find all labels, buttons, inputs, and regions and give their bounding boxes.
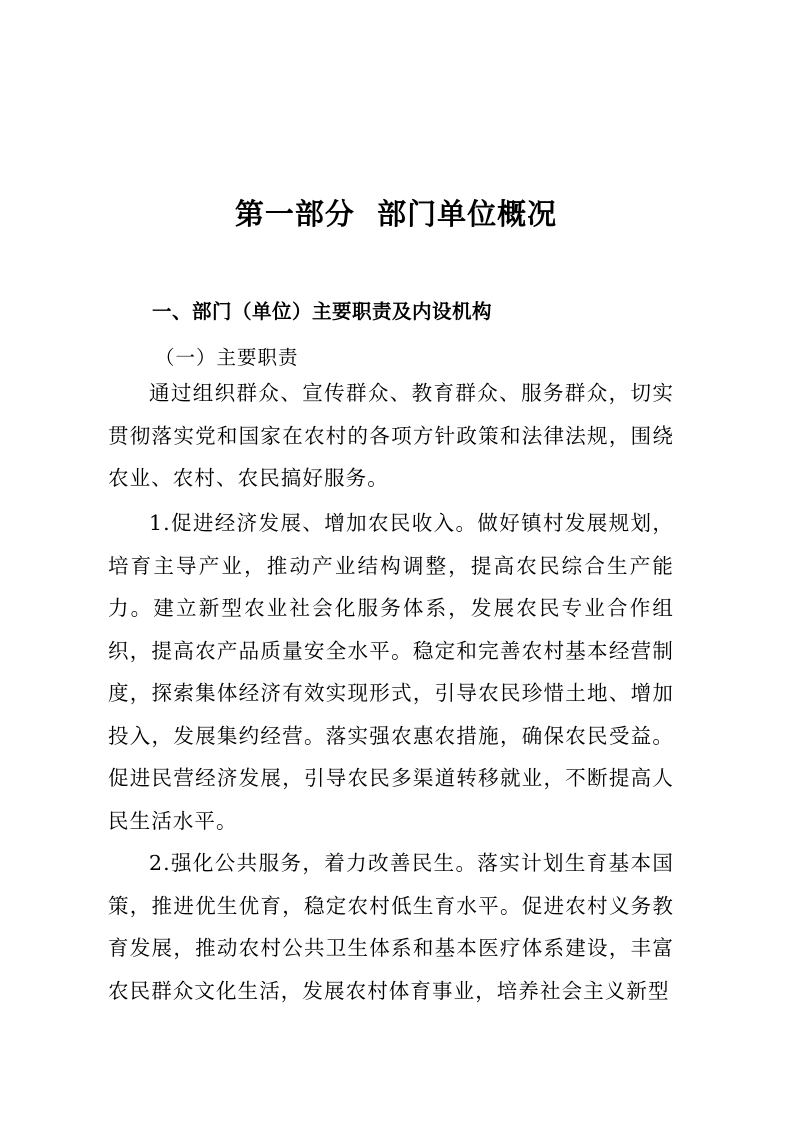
page-title: 第一部分 部门单位概况 [234,197,558,231]
paragraph-intro: 通过组织群众、宣传群众、教育群众、服务群众，切实贯彻落实党和国家在农村的各项方针政策和法律法规，围绕农业、农村、农民搞好服务。 [108,381,674,490]
section-heading: 一、部门（单位）主要职责及内设机构 [152,300,493,323]
paragraph-item-2: 2.强化公共服务，着力改善民生。落实计划生育基本国策，推进优生优育，稳定农村低生育水平。促进农村义务教育发展，推动农村公共卫生体系和基本医疗体系建设，丰富农民群众文化生活，发展农村体育事业，培养社会主义新型 [108,851,674,1003]
subsection-heading: （一）主要职责 [155,346,299,369]
paragraph-item-1: 1.促进经济发展、增加农民收入。做好镇村发展规划，培育主导产业，推动产业结构调整，提高农民综合生产能力。建立新型农业社会化服务体系，发展农民专业合作组织，提高农产品质量安全水平。稳定和完善农村基本经营制度，探索集体经济有效实现形式，引导农民珍惜土地、增加投入，发展集约经营。落实强农惠农措施，确保农民受益。促进民营经济发展，引导农民多渠道转移就业，不断提高人民生活水平。 [108,511,674,833]
